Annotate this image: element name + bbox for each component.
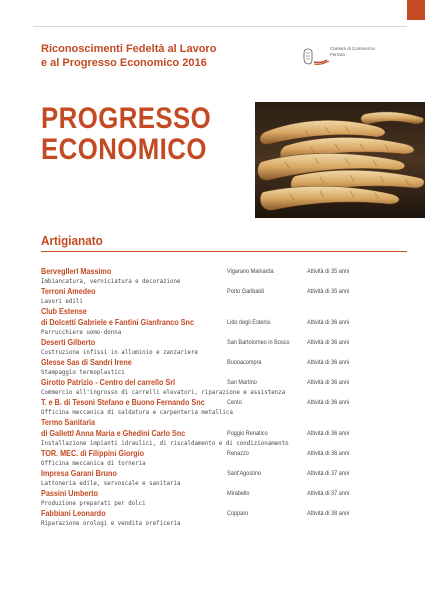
entry-desc: Lavori edili [41,298,83,305]
entry-years: Attività di 36 anni [307,319,350,326]
entry-years: Attività di 36 anni [307,450,350,457]
list-item [41,306,407,337]
entry-years: Attività di 35 anni [307,268,350,275]
entry-years: Attività di 36 anni [307,379,350,386]
entry-place: Renazzo [227,450,249,457]
list-item [41,357,407,377]
entry-place: San Martino [227,379,257,386]
list-item [41,508,407,528]
entry-name: Bervegllerl Massimo [41,266,112,276]
list-item [41,377,407,397]
bread-photo [255,102,425,218]
list-item [41,448,407,468]
list-item [41,488,407,508]
entry-name: Terroni Amedeo [41,286,96,296]
entry-place: Poggio Renatico [227,430,268,437]
section-title: Artigianato [41,233,103,248]
entry-desc: Costruzione infissi in alluminio e zanzariere [41,349,198,356]
entry-list [41,266,407,528]
top-rule [33,26,407,27]
entry-years: Attività di 36 anni [307,430,350,437]
entry-name: di Gallettl Anna Maria e Ghedini Carlo Snc [41,428,186,438]
logo-text-line1: Camera di Commercio [330,46,376,51]
entry-desc: Commercio all'ingrosso di carrelli elevatori, riparazione e assistenza [41,389,286,396]
entry-years: Attività di 35 anni [307,288,350,295]
entry-place: Sant'Agostino [227,470,262,477]
entry-place: Buonacompra [227,359,262,366]
list-item [41,468,407,488]
entry-desc: Officina meccanica di torneria [41,460,146,467]
section-rule [41,251,407,252]
entry-desc: Officina meccanica di saldatura e carpenteria metallica [41,409,233,416]
entry-years: Attività di 38 anni [307,510,350,517]
entry-desc: Imbiancatura, verniciatura e decorazione [41,278,181,285]
entry-desc: Lattoneria edile, servoscale e sanitaria [41,480,181,487]
entry-name: T. e B. di Tesoni Stefano e Buono Fernando Snc [41,397,205,407]
list-item [41,417,407,448]
entry-place: Porto Garibaldi [227,288,264,295]
logo-text [330,46,375,57]
entry-years: Attività di 36 anni [307,339,350,346]
entry-place: San Bartolomeo in Bosco [227,339,290,346]
entry-years: Attività di 37 anni [307,470,350,477]
header-title-line2: e al Progresso Economico 2016 [41,57,207,69]
entry-name-prefix: Termo Sanitaria [41,417,96,427]
list-item [41,266,407,286]
list-item [41,286,407,306]
entry-place: Cento [227,399,242,406]
entry-desc: Installazione impianti idraulici, di riscaldamento e di condizionamento [41,440,289,447]
entry-name: Girotto Patrizio - Centro del carrello Srl [41,377,176,387]
entry-years: Attività di 36 anni [307,399,350,406]
corner-tab [407,0,425,20]
list-item [41,397,407,417]
entry-name: Deserti Gilberto [41,337,96,347]
main-title-line2: ECONOMICO [41,133,207,166]
entry-desc: Riparazione orologi e vendita oreficeria [41,520,181,527]
entry-name-prefix: Club Estense [41,306,87,316]
entry-years: Attività di 37 anni [307,490,350,497]
entry-desc: Produzione preparati per dolci [41,500,146,507]
entry-years: Attività di 36 anni [307,359,350,366]
entry-name: Glesse Sas di Sandri Irene [41,357,132,367]
entry-name: Passini Umberto [41,488,99,498]
main-title-line1: PROGRESSO [41,102,212,135]
chamber-logo [300,46,410,66]
entry-place: Mirabello [227,490,250,497]
logo-text-line2: Ferrara [330,51,345,57]
entry-desc: Stampaggio termoplastici [41,369,125,376]
chamber-emblem-icon [300,46,330,66]
main-title [41,103,211,165]
entry-place: Lido degli Estensi [227,319,271,326]
entry-place: Copparo [227,510,249,517]
entry-name: Fabbiani Leonardo [41,508,106,518]
header-title [41,42,261,70]
bread-photo-icon [255,102,425,218]
entry-place: Vigarano Mainarda [227,268,274,275]
entry-desc: Parrucchiere uomo-donna [41,329,122,336]
header-title-line1: Riconoscimenti Fedeltà al Lavoro [41,43,217,55]
list-item [41,337,407,357]
entry-name: Impresa Garani Bruno [41,468,117,478]
entry-name: di Dolcetti Gabriele e Fantini Gianfranco Snc [41,317,194,327]
entry-name: TOR. MEC. di Filippini Giorgio [41,448,145,458]
